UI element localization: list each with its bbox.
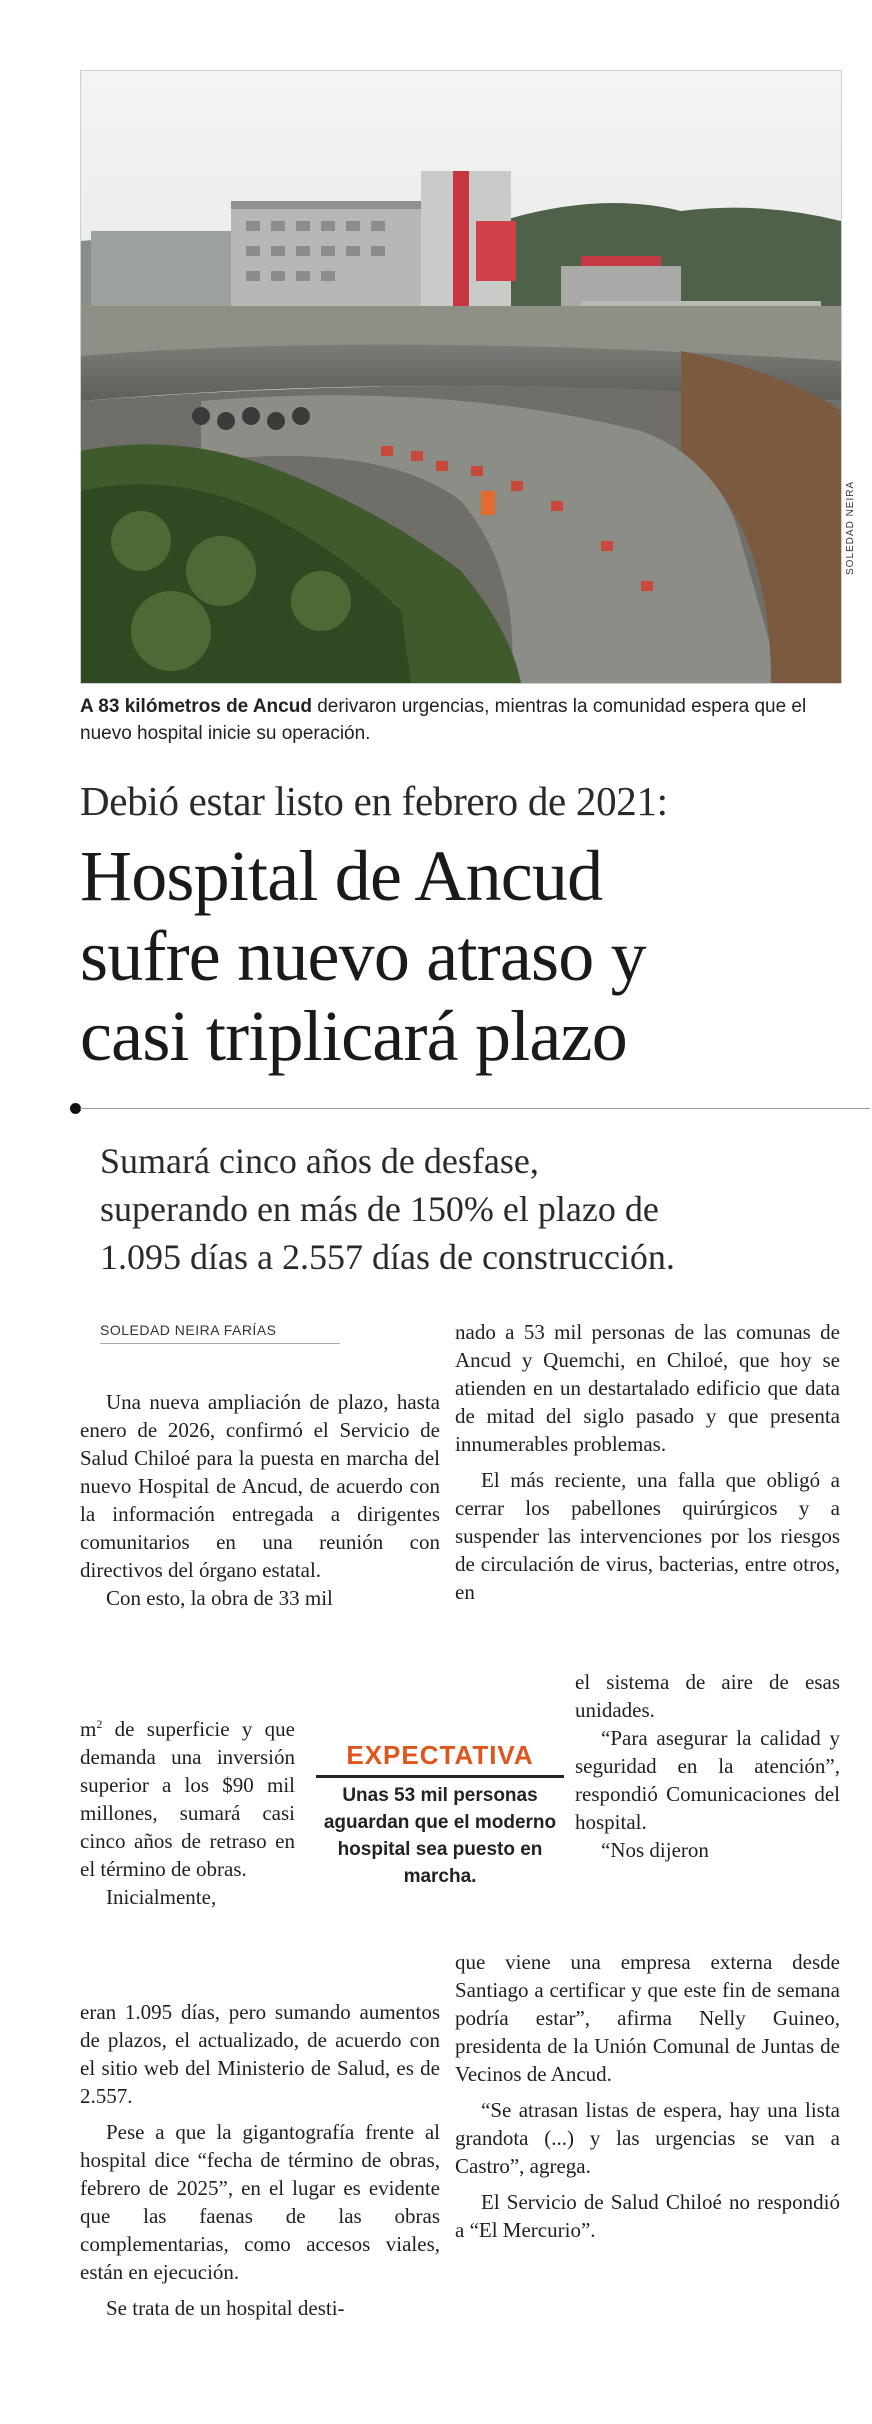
paragraph: Inicialmente, xyxy=(106,1885,217,1909)
box-title: EXPECTATIVA xyxy=(316,1740,564,1778)
paragraph: nado a 53 mil personas de las comunas de Ancud y Quemchi, en Chiloé, que hoy se atienden en un destartalado edificio que data de mitad del siglo pasado y que presenta innumerables problemas. xyxy=(455,1320,840,1456)
body-column-right-bottom xyxy=(455,1948,840,2244)
paragraph: el sistema de aire de esas unidades. xyxy=(575,1670,840,1722)
photo-caption xyxy=(80,693,840,747)
deck-line-1: Sumará cinco años de desfase, xyxy=(100,1141,539,1181)
deck-line-3: 1.095 días a 2.557 días de construcción. xyxy=(100,1237,675,1277)
paragraph: que viene una empresa externa desde Santiago a certificar y que este fin de semana podría estar”, afirma Nelly Guineo, presidenta de la Unión Comunal de Juntas de Vecinos de Ancud. xyxy=(455,1950,840,2086)
paragraph: “Se atrasan listas de espera, hay una lista grandota (...) y las urgencias se van a Castro”, agrega. xyxy=(455,2098,840,2178)
expectativa-box xyxy=(305,1740,575,1910)
paragraph: Con esto, la obra de 33 mil xyxy=(106,1586,333,1610)
superscript: 2 xyxy=(96,1717,103,1731)
deck xyxy=(100,1137,860,1281)
paragraph xyxy=(80,1715,295,1883)
headline-line-2: sufre nuevo atraso y xyxy=(80,916,646,996)
paragraph: Una nueva ampliación de plazo, hasta enero de 2026, confirmó el Servicio de Salud Chiloé para la puesta en marcha del nuevo Hospital de Ancud, de acuerdo con la información entregada a dirigentes comunitarios en una reunión con directivos del órgano estatal. xyxy=(80,1390,440,1582)
paragraph: “Nos dijeron xyxy=(601,1838,709,1862)
text: de superficie y que demanda una inversión superior a los $90 mil millones, sumará casi cinco años de retraso en el término de obras. xyxy=(80,1717,295,1881)
headline-line-1: Hospital de Ancud xyxy=(80,836,603,916)
paragraph: eran 1.095 días, pero sumando aumentos de plazos, el actualizado, de acuerdo con el sitio web del Ministerio de Salud, es de 2.557. xyxy=(80,2000,440,2108)
kicker: Debió estar listo en febrero de 2021: xyxy=(80,778,668,824)
deck-line-2: superando en más de 150% el plazo de xyxy=(100,1189,659,1229)
photo-credit: SOLEDAD NEIRA xyxy=(845,480,856,575)
body-column-left xyxy=(80,1388,440,1612)
hospital-photo xyxy=(80,70,842,684)
box-body: Unas 53 mil personas aguardan que el moderno hospital sea puesto en marcha. xyxy=(323,1785,557,1887)
body-column-left-bottom xyxy=(80,1998,440,2322)
byline: SOLEDAD NEIRA FARÍAS xyxy=(100,1322,340,1344)
divider xyxy=(80,1108,870,1109)
headline xyxy=(80,836,860,1076)
paragraph: El Servicio de Salud Chiloé no respondió a “El Mercurio”. xyxy=(455,2190,840,2242)
caption-bold: A 83 kilómetros de Ancud xyxy=(80,696,312,717)
body-column-left-narrow xyxy=(80,1715,295,1911)
paragraph: Pese a que la gigantografía frente al hospital dice “fecha de término de obras, febrero de 2025”, en el lugar es evidente que las faenas de las obras complementarias, como accesos viales, están en ejecución. xyxy=(80,2120,440,2284)
body-column-right-narrow xyxy=(575,1668,840,1864)
caption-text: derivaron urgencias, mientras la comunidad espera que el nuevo hospital inicie su operación. xyxy=(80,696,807,744)
paragraph: “Para asegurar la calidad y seguridad en la atención”, respondió Comunicaciones del hospital. xyxy=(575,1726,840,1834)
body-column-right xyxy=(455,1318,840,1606)
headline-line-3: casi triplicará plazo xyxy=(80,996,627,1076)
paragraph: Se trata de un hospital desti- xyxy=(106,2296,345,2320)
text: m xyxy=(80,1717,97,1741)
paragraph: El más reciente, una falla que obligó a cerrar los pabellones quirúrgicos y a suspender las intervenciones por los riesgos de circulación de virus, bacterias, entre otros, en xyxy=(455,1468,840,1604)
